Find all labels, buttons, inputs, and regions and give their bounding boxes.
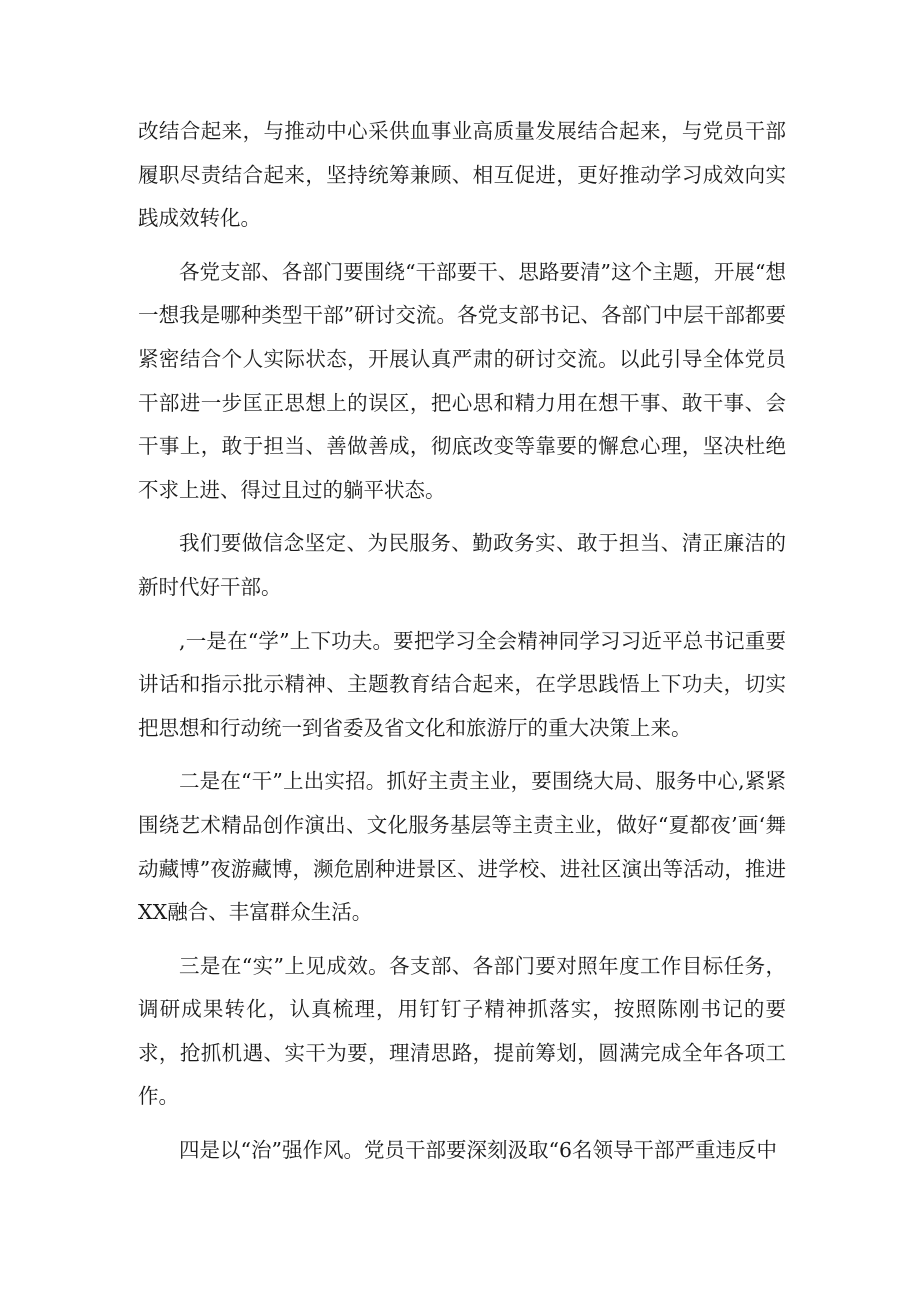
paragraph-point-learn: ,一是在“学”上下功夫。要把学习全会精神同学习习近平总书记重要讲话和指示批示精神、主题教育结合起来，在学思践悟上下功夫，切实把思想和行动统一到省委及省文化和旅游厅的重大决策上来。 <box>138 628 786 740</box>
paragraph-point-act: 二是在“干”上出实招。抓好主责主业，要围绕大局、服务中心,紧紧围绕艺术精品创作演出、文化服务基层等主责主业，做好“夏都夜’画‘舞动藏博”夜游藏博，濒危剧种进景区、进学校、进社区演出等活动，推进XX融合、丰富群众生活。 <box>138 769 786 925</box>
paragraph-good-cadre: 我们要做信念坚定、为民服务、勤政务实、敢于担当、清正廉洁的新时代好干部。 <box>138 531 786 599</box>
paragraph-point-govern: 四是以“治”强作风。党员干部要深刻汲取“6名领导干部严重违反中 <box>179 1138 777 1163</box>
paragraph-continuation: 改结合起来，与推动中心采供血事业高质量发展结合起来，与党员干部履职尽责结合起来，坚持统筹兼顾、相互促进，更好推动学习成效向实践成效转化。 <box>138 119 786 231</box>
paragraph-seminar: 各党支部、各部门要围绕“干部要干、思路要清”这个主题，开展“想一想我是哪种类型干部”研讨交流。各党支部书记、各部门中层干部都要紧密结合个人实际状态，开展认真严肃的研讨交流。以此引导全体党员干部进一步匡正思想上的误区，把心思和精力用在想干事、敢干事、会干事上，敢于担当、善做善成，彻底改变等靠要的懈怠心理，坚决杜绝不求上进、得过且过的躺平状态。 <box>138 259 786 502</box>
paragraph-point-results: 三是在“实”上见成效。各支部、各部门要对照年度工作目标任务，调研成果转化，认真梳理，用钉钉子精神抓落实，按照陈刚书记的要求，抢抓机遇、实干为要，理清思路，提前筹划，圆满完成全年各项工作。 <box>138 953 786 1109</box>
document-body <box>138 110 786 1173</box>
